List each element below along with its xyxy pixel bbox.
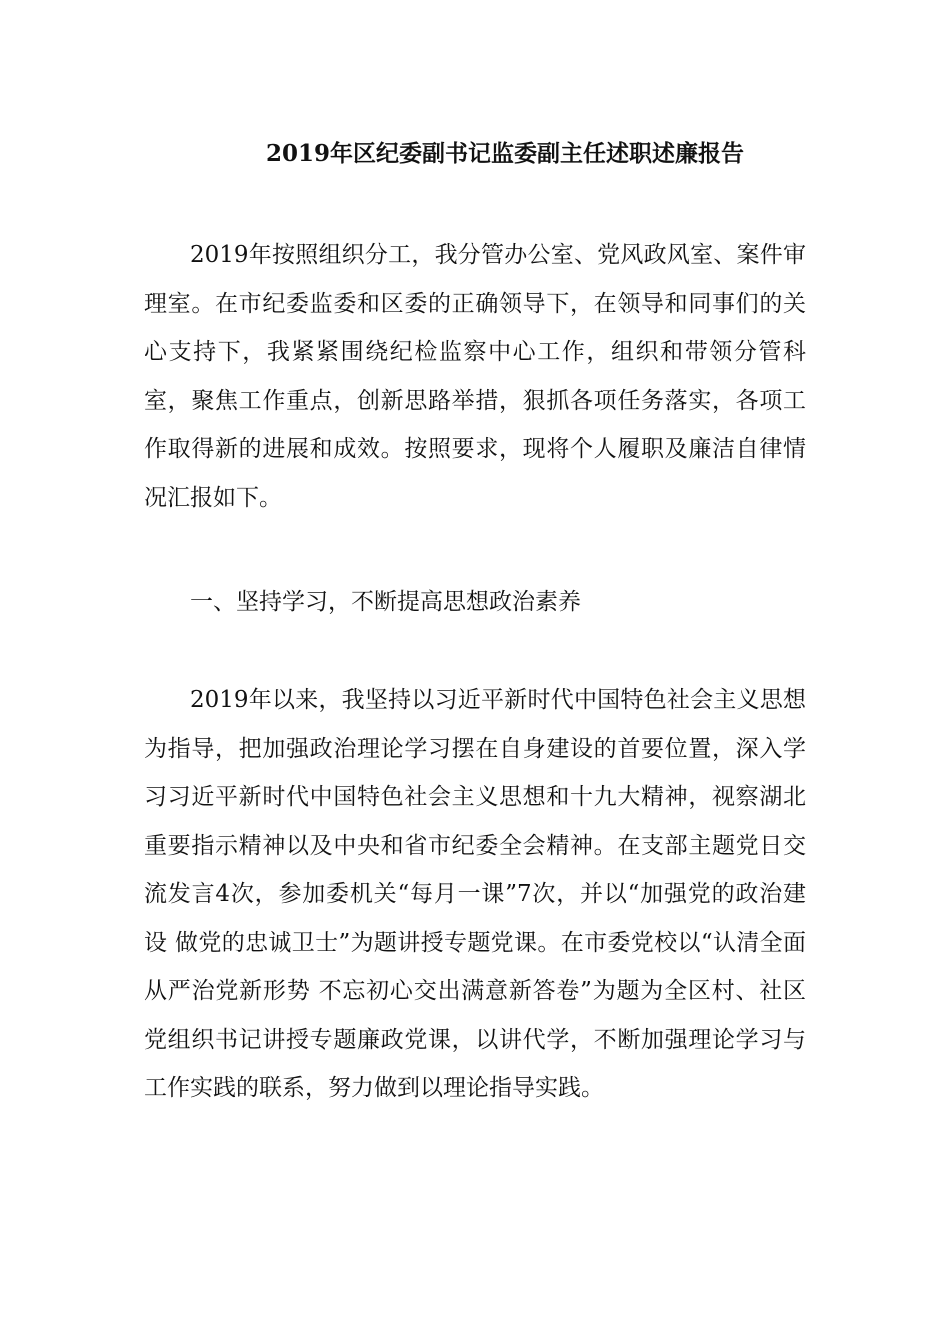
paragraph-section-1: 2019年以来，我坚持以习近平新时代中国特色社会主义思想为指导，把加强政治理论学习摆在自身建设的首要位置，深入学习习近平新时代中国特色社会主义思想和十九大精神，视察湖北重要指示精神以及中央和省市纪委全会精神。在支部主题党日交流发言4次，参加委机关“每月一课”7次，并以“加强党的政治建设 做党的忠诚卫士”为题讲授专题党课。在市委党校以“认清全面从严治党新形势 不忘初心交出满意新答卷”为题为全区村、社区党组织书记讲授专题廉政党课，以讲代学，不断加强理论学习与工作实践的联系，努力做到以理论指导实践。	[144, 687, 806, 1101]
document-title: 2019年区纪委副书记监委副主任述职述廉报告	[265, 140, 744, 167]
section-heading-1: 一、坚持学习，不断提高思想政治素养	[190, 589, 581, 615]
paragraph-intro: 2019年按照组织分工，我分管办公室、党风政风室、案件审理室。在市纪委监委和区委的正确领导下，在领导和同事们的关心支持下，我紧紧围绕纪检监察中心工作，组织和带领分管科室，聚焦工作重点，创新思路举措，狠抓各项任务落实，各项工作取得新的进展和成效。按照要求，现将个人履职及廉洁自律情况汇报如下。	[144, 242, 806, 511]
